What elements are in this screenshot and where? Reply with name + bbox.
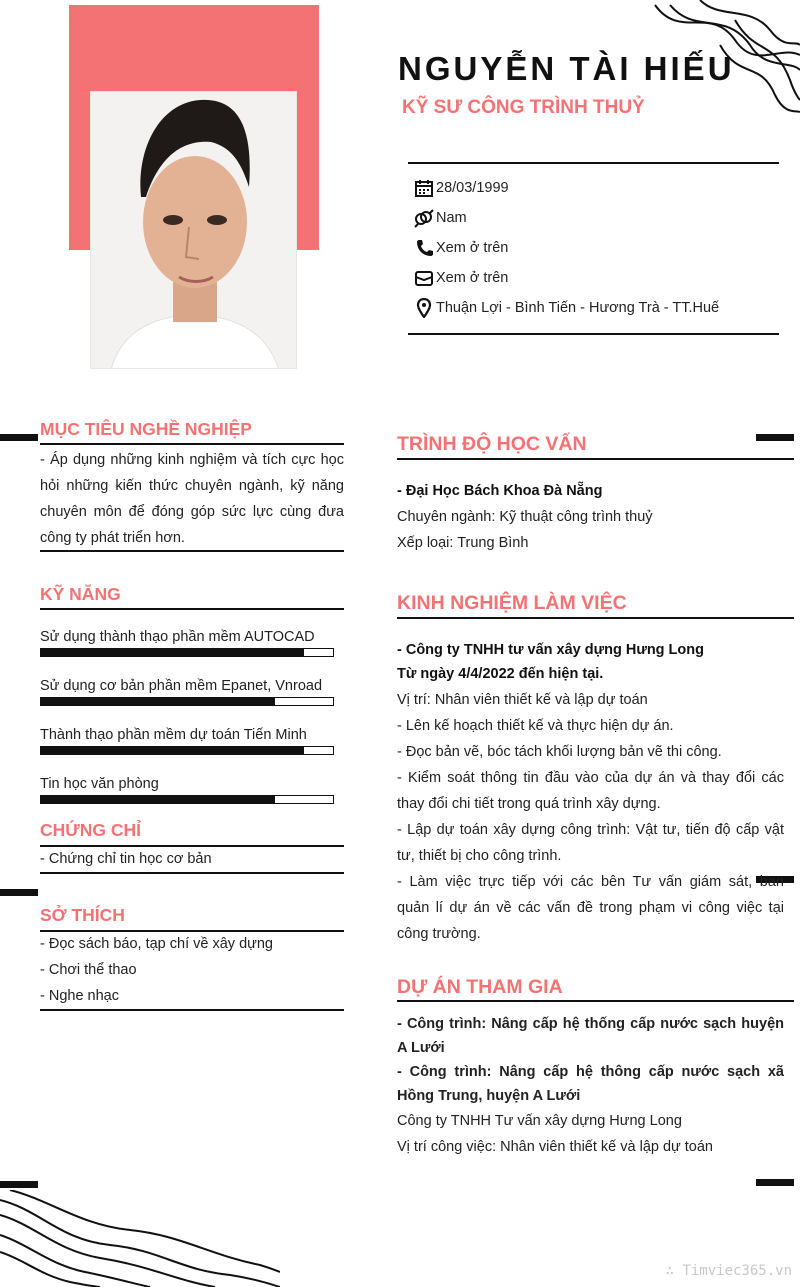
hobbies-rule-bottom [40, 1009, 344, 1011]
skill-label: Tin học văn phòng [40, 776, 159, 792]
experience-line: - Lập dự toán xây dựng công trình: Vật tư, tiến độ cấp vật [397, 822, 784, 838]
location-pin-icon [414, 298, 434, 318]
skill-level-fill [41, 649, 304, 656]
job-title: KỸ SƯ CÔNG TRÌNH THUỶ [402, 97, 645, 118]
profile-photo [90, 91, 297, 369]
projects-rule [397, 1000, 794, 1002]
objective-text [40, 447, 344, 551]
contact-birthdate [414, 177, 509, 199]
project-line: - Công trình: Nâng cấp hệ thông cấp nước sạch xã [397, 1064, 784, 1080]
experience-company: - Công ty TNHH tư vấn xây dựng Hưng Long [397, 642, 704, 658]
calendar-icon [414, 178, 434, 198]
certificates-rule-top [40, 845, 344, 847]
skill-label: Sử dụng cơ bản phần mềm Epanet, Vnroad [40, 678, 323, 694]
project-line: - Công trình: Nâng cấp hệ thống cấp nước sạch huyện [397, 1016, 784, 1032]
skill-level-bar [40, 795, 334, 804]
avatar-illustration [91, 92, 297, 369]
experience-period: Từ ngày 4/4/2022 đến hiện tại. [397, 666, 604, 682]
skill-label: Thành thạo phần mềm dự toán Tiến Minh [40, 727, 307, 743]
contact-address [414, 297, 719, 319]
experience-line: tư, thiết bị cho công trình. [397, 848, 562, 864]
objective-line: - Áp dụng những kinh nghiệm và tích cực học [40, 452, 344, 468]
gender-icon [414, 208, 434, 228]
contact-info-box [408, 162, 779, 335]
skill-level-bar [40, 648, 334, 657]
skills-title: KỸ NĂNG [40, 584, 121, 604]
decorative-wave-lines-bottom [0, 1190, 280, 1287]
experience-line: - Lên kế hoạch thiết kế và thực hiện dự án. [397, 718, 674, 734]
experience-details [397, 687, 784, 947]
education-school: - Đại Học Bách Khoa Đà Nẵng [397, 483, 603, 499]
education-rule [397, 458, 794, 460]
projects-list [397, 1012, 784, 1108]
edge-bar-right-3 [756, 1179, 794, 1186]
phone-icon [414, 238, 434, 258]
skills-rule [40, 608, 344, 610]
hobby-item: - Đọc sách báo, tạp chí về xây dựng [40, 936, 273, 952]
skill-level-fill [41, 796, 275, 803]
objective-rule-bottom [40, 550, 344, 552]
hobby-item: - Chơi thể thao [40, 962, 137, 978]
objective-line: chuyên môn để đóng góp sức lực cùng đưa [40, 504, 344, 520]
edge-bar-left-3 [0, 1181, 38, 1188]
experience-line: quản lí dự án về các vấn đề trong phạm vi công việc tại [397, 900, 784, 916]
watermark: ∴ Timviec365.vn [665, 1263, 792, 1279]
education-major: Chuyên ngành: Kỹ thuật công trình thuỷ [397, 509, 653, 525]
project-position: Vị trí công việc: Nhân viên thiết kế và lập dự toán [397, 1139, 713, 1155]
objective-title: MỤC TIÊU NGHỀ NGHIỆP [40, 419, 252, 439]
edge-bar-right-1 [756, 434, 794, 441]
hobbies-rule-top [40, 930, 344, 932]
address-text: Thuận Lợi - Bình Tiến - Hương Trà - TT.Huế [436, 300, 720, 316]
project-company: Công ty TNHH Tư vấn xây dựng Hưng Long [397, 1113, 682, 1129]
birthdate-text: 28/03/1999 [436, 180, 509, 196]
certificates-title: CHỨNG CHỈ [40, 820, 142, 840]
experience-line: - Đọc bản vẽ, bóc tách khối lượng bản vẽ thi công. [397, 744, 722, 760]
skill-level-bar [40, 697, 334, 706]
hobbies-title: SỞ THÍCH [40, 905, 125, 925]
projects-title: DỰ ÁN THAM GIA [397, 976, 563, 998]
experience-line: công trường. [397, 926, 481, 942]
edge-bar-left-2 [0, 889, 38, 896]
skill-label: Sử dụng thành thạo phần mềm AUTOCAD [40, 629, 315, 645]
candidate-name: NGUYỄN TÀI HIẾU [398, 50, 735, 87]
experience-line: - Kiểm soát thông tin đầu vào của dự án và thay đổi các [397, 770, 784, 786]
phone-text[interactable]: Xem ở trên [436, 240, 509, 256]
education-title: TRÌNH ĐỘ HỌC VẤN [397, 433, 587, 455]
edge-bar-left-1 [0, 434, 38, 441]
experience-line: - Làm việc trực tiếp với các bên Tư vấn giám sát, ban [397, 874, 784, 890]
experience-rule [397, 617, 794, 619]
contact-phone [414, 237, 508, 259]
project-line: Hồng Trung, huyện A Lưới [397, 1088, 581, 1104]
gender-text: Nam [436, 210, 467, 226]
certificate-item: - Chứng chỉ tin học cơ bản [40, 851, 212, 867]
email-text[interactable]: Xem ở trên [436, 270, 509, 286]
skill-level-bar [40, 746, 334, 755]
education-grade: Xếp loại: Trung Bình [397, 535, 529, 551]
contact-email [414, 267, 508, 289]
objective-line: hỏi những kiến thức chuyên ngành, kỹ năng [40, 478, 344, 494]
hobby-item: - Nghe nhạc [40, 988, 119, 1004]
experience-title: KINH NGHIỆM LÀM VIỆC [397, 592, 627, 614]
contact-gender [414, 207, 467, 229]
skill-level-fill [41, 747, 304, 754]
email-icon [414, 268, 434, 288]
certificates-rule-bottom [40, 872, 344, 874]
objective-line: công ty phát triển hơn. [40, 530, 185, 546]
objective-rule-top [40, 443, 344, 445]
skill-level-fill [41, 698, 275, 705]
experience-line: Vị trí: Nhân viên thiết kế và lập dự toán [397, 692, 648, 708]
project-line: A Lưới [397, 1040, 445, 1056]
experience-line: thay đổi chi tiết trong quá trình xây dựng. [397, 796, 661, 812]
